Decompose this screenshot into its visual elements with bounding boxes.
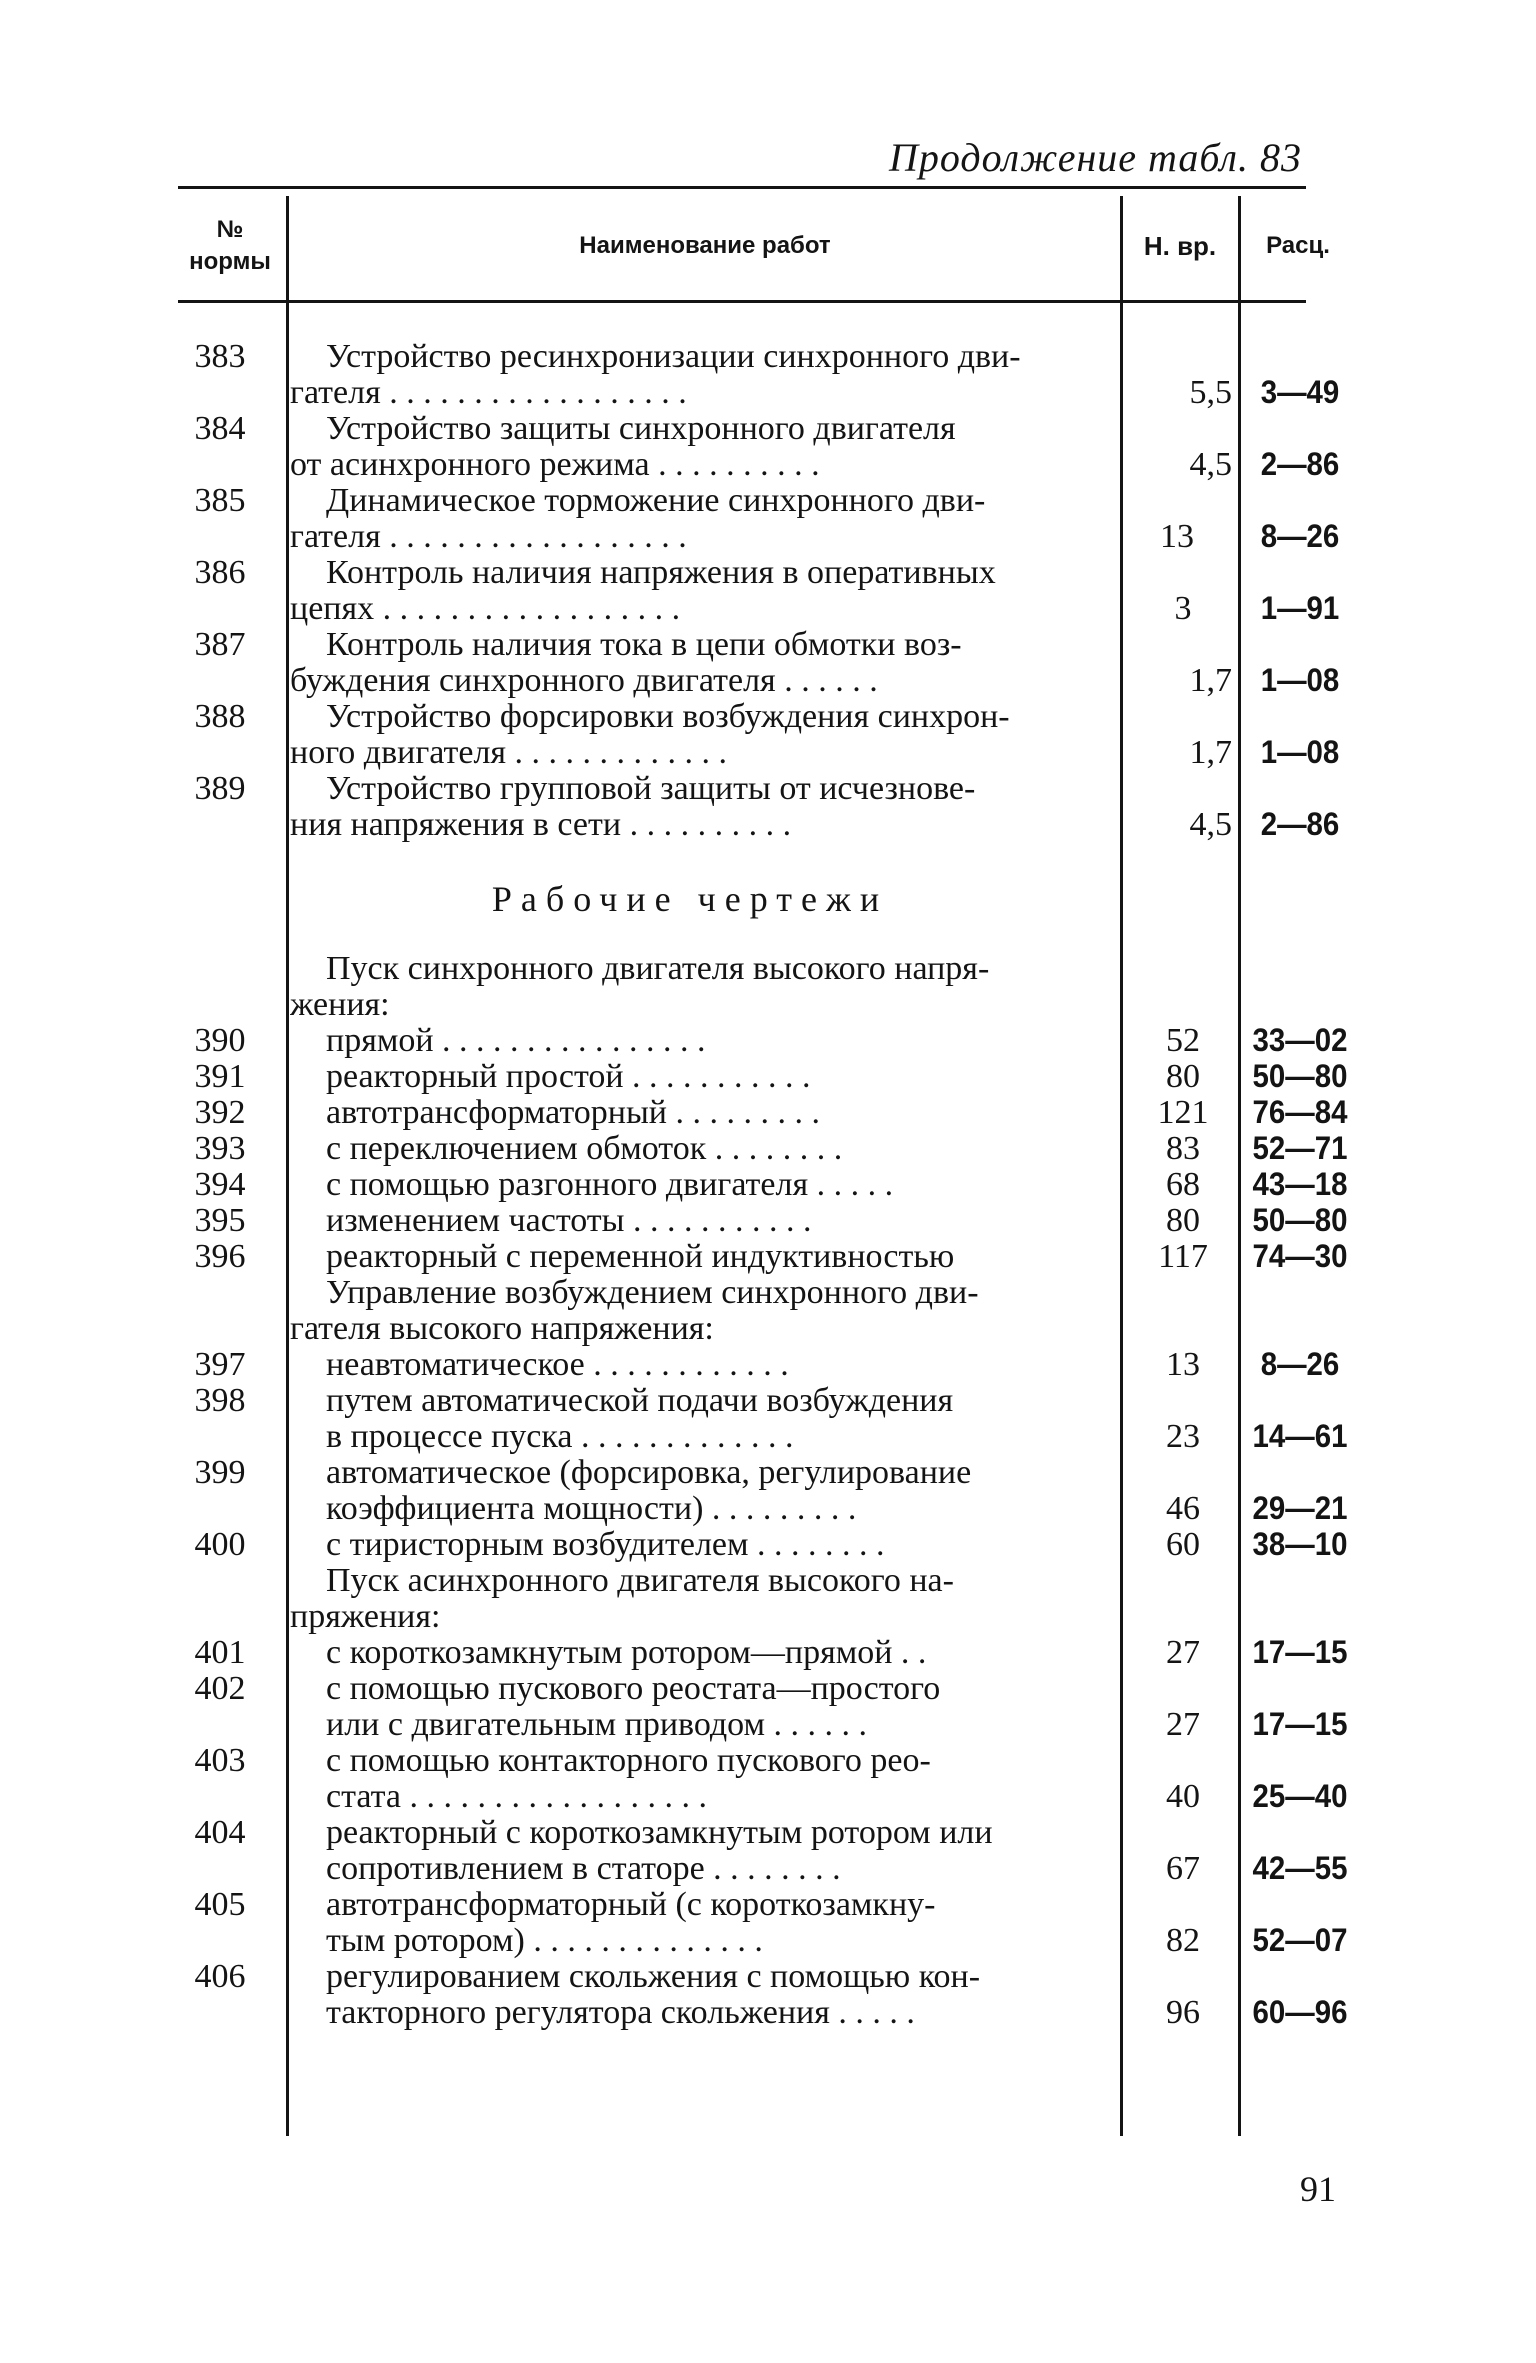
row-text-line1: Устройство ресинхронизации синхронного дви- (326, 338, 1021, 375)
row-time: 27 (1166, 1634, 1200, 1671)
row-price: 14—61 (1252, 1418, 1348, 1454)
row-text-line1: автотрансформаторный (с короткозамкну- (326, 1886, 936, 1923)
row-time: 46 (1166, 1490, 1200, 1527)
row-number: 391 (194, 1058, 246, 1095)
row-text-line2: в процессе пуска . . . . . . . . . . . . . (326, 1418, 794, 1455)
row-price: 52—71 (1252, 1130, 1348, 1166)
page-number: 91 (1300, 2169, 1336, 2209)
row-text-line1: Устройство форсировки возбуждения синхрон- (326, 698, 1010, 735)
row-text-line2: коэффициента мощности) . . . . . . . . . (326, 1490, 857, 1527)
row-text-line1: Устройство групповой защиты от исчезнове- (326, 770, 976, 807)
group-heading-line1: Пуск асинхронного двигателя высокого на- (326, 1562, 954, 1599)
row-time: 1,7 (1189, 662, 1232, 699)
row-number: 385 (194, 482, 246, 519)
row-time: 80 (1166, 1058, 1200, 1095)
row-number: 399 (194, 1454, 246, 1491)
row-price: 29—21 (1252, 1490, 1348, 1526)
row-number: 400 (194, 1526, 246, 1563)
row-text-line2: гателя . . . . . . . . . . . . . . . . . . (290, 518, 687, 555)
header-number (180, 214, 280, 278)
row-number: 404 (194, 1814, 246, 1851)
row-price: 42—55 (1252, 1850, 1348, 1886)
column-divider-3 (1238, 196, 1241, 2136)
row-time: 83 (1166, 1130, 1200, 1167)
row-number: 388 (194, 698, 246, 735)
row-number: 393 (194, 1130, 246, 1167)
row-price: 3—49 (1260, 374, 1340, 410)
row-text-line1: с тиристорным возбудителем . . . . . . . . (326, 1526, 885, 1563)
group-heading-line2: жения: (290, 986, 390, 1023)
row-text-line1: с короткозамкнутым ротором—прямой . . (326, 1634, 927, 1671)
row-time: 82 (1166, 1922, 1200, 1959)
row-time: 80 (1166, 1202, 1200, 1239)
row-number: 394 (194, 1166, 246, 1203)
header-number-line1: № (216, 216, 244, 243)
row-text-line1: с помощью контакторного пускового рео- (326, 1742, 931, 1779)
row-price: 25—40 (1252, 1778, 1348, 1814)
row-price: 8—26 (1260, 518, 1340, 554)
row-price: 17—15 (1252, 1634, 1348, 1670)
row-text-line2: такторного регулятора скольжения . . . . . (326, 1994, 915, 2031)
row-text-line2: ния напряжения в сети . . . . . . . . . . (290, 806, 792, 843)
row-text-line1: с помощью пускового реостата—простого (326, 1670, 941, 1707)
row-text-line2: цепях . . . . . . . . . . . . . . . . . . (290, 590, 681, 627)
row-text: с помощью разгонного двигателя . . . . . (326, 1166, 894, 1203)
row-text-line1: неавтоматическое . . . . . . . . . . . . (326, 1346, 789, 1383)
row-price: 52—07 (1252, 1922, 1348, 1958)
row-time: 4,5 (1189, 806, 1232, 843)
row-text: автотрансформаторный . . . . . . . . . (326, 1094, 820, 1131)
row-text-line1: реакторный с короткозамкнутым ротором или (326, 1814, 993, 1851)
row-number: 392 (194, 1094, 246, 1131)
header-price: Расц. (1266, 232, 1330, 259)
row-price: 1—91 (1260, 590, 1340, 626)
group-heading-line2: гателя высокого напряжения: (290, 1310, 714, 1347)
row-text-line2: гателя . . . . . . . . . . . . . . . . . . (290, 374, 687, 411)
row-text-line2: буждения синхронного двигателя . . . . . . (290, 662, 878, 699)
row-text-line1: автоматическое (форсировка, регулирование (326, 1454, 972, 1491)
row-time: 5,5 (1189, 374, 1232, 411)
group-heading-line2: пряжения: (290, 1598, 441, 1635)
row-number: 397 (194, 1346, 246, 1383)
row-text-line1: Динамическое торможение синхронного дви- (326, 482, 986, 519)
row-number: 398 (194, 1382, 246, 1419)
row-price: 2—86 (1260, 806, 1340, 842)
row-price: 76—84 (1252, 1094, 1348, 1130)
row-number: 401 (194, 1634, 246, 1671)
row-price: 1—08 (1260, 662, 1340, 698)
row-time: 13 (1160, 518, 1194, 555)
row-time: 121 (1157, 1094, 1209, 1131)
row-number: 402 (194, 1670, 246, 1707)
row-number: 389 (194, 770, 246, 807)
row-price: 8—26 (1260, 1346, 1340, 1382)
group-heading-line1: Пуск синхронного двигателя высокого напря- (326, 950, 990, 987)
row-text-line2: от асинхронного режима . . . . . . . . . . (290, 446, 820, 483)
header-name: Наименование работ (579, 232, 831, 259)
row-time: 23 (1166, 1418, 1200, 1455)
row-price: 2—86 (1260, 446, 1340, 482)
row-price: 33—02 (1252, 1022, 1348, 1058)
row-time: 27 (1166, 1706, 1200, 1743)
row-price: 50—80 (1252, 1202, 1348, 1238)
row-price: 38—10 (1252, 1526, 1348, 1562)
row-text-line2: тым ротором) . . . . . . . . . . . . . . (326, 1922, 763, 1959)
row-time: 60 (1166, 1526, 1200, 1563)
header-time: Н. вр. (1143, 231, 1217, 261)
row-number: 396 (194, 1238, 246, 1275)
row-text-line2: ного двигателя . . . . . . . . . . . . . (290, 734, 728, 771)
row-time: 3 (1174, 590, 1192, 627)
row-text-line1: Контроль наличия напряжения в оперативных (326, 554, 996, 591)
row-number: 387 (194, 626, 246, 663)
row-number: 390 (194, 1022, 246, 1059)
row-time: 1,7 (1189, 734, 1232, 771)
row-text-line2: стата . . . . . . . . . . . . . . . . . . (326, 1778, 707, 1815)
row-number: 384 (194, 410, 246, 447)
row-price: 60—96 (1252, 1994, 1348, 2030)
column-divider-1 (286, 196, 289, 2136)
row-text: прямой . . . . . . . . . . . . . . . . (326, 1022, 706, 1059)
group-heading-line1: Управление возбуждением синхронного дви- (326, 1274, 979, 1311)
header-bottom-rule (178, 300, 1306, 303)
section-title: Рабочие чертежи (491, 879, 889, 919)
row-text-line1: путем автоматической подачи возбуждения (326, 1382, 954, 1419)
row-price: 1—08 (1260, 734, 1340, 770)
row-time: 96 (1166, 1994, 1200, 2031)
row-price: 50—80 (1252, 1058, 1348, 1094)
row-time: 67 (1166, 1850, 1200, 1887)
row-text: реакторный с переменной индуктивностью (326, 1238, 955, 1275)
table-caption: Продолжение табл. 83 (888, 135, 1302, 180)
row-time: 40 (1166, 1778, 1200, 1815)
row-text-line2: сопротивлением в статоре . . . . . . . . (326, 1850, 841, 1887)
row-text: реакторный простой . . . . . . . . . . . (326, 1058, 811, 1095)
row-text-line1: регулированием скольжения с помощью кон- (326, 1958, 981, 1995)
row-price: 74—30 (1252, 1238, 1348, 1274)
row-number: 403 (194, 1742, 246, 1779)
row-price: 43—18 (1252, 1166, 1348, 1202)
row-text-line2: или с двигательным приводом . . . . . . (326, 1706, 868, 1743)
row-number: 383 (194, 338, 246, 375)
row-text-line1: Устройство защиты синхронного двигателя (326, 410, 956, 447)
row-text: с переключением обмоток . . . . . . . . (326, 1130, 843, 1167)
row-time: 68 (1166, 1166, 1200, 1203)
row-number: 405 (194, 1886, 246, 1923)
row-time: 13 (1166, 1346, 1200, 1383)
row-number: 395 (194, 1202, 246, 1239)
row-text: изменением частоты . . . . . . . . . . . (326, 1202, 812, 1239)
row-time: 117 (1158, 1238, 1208, 1275)
header-top-rule (178, 186, 1306, 189)
header-number-line2: нормы (189, 248, 271, 275)
row-price: 17—15 (1252, 1706, 1348, 1742)
row-number: 406 (194, 1958, 246, 1995)
row-number: 386 (194, 554, 246, 591)
row-time: 4,5 (1189, 446, 1232, 483)
row-time: 52 (1166, 1022, 1200, 1059)
row-text-line1: Контроль наличия тока в цепи обмотки воз- (326, 626, 962, 663)
